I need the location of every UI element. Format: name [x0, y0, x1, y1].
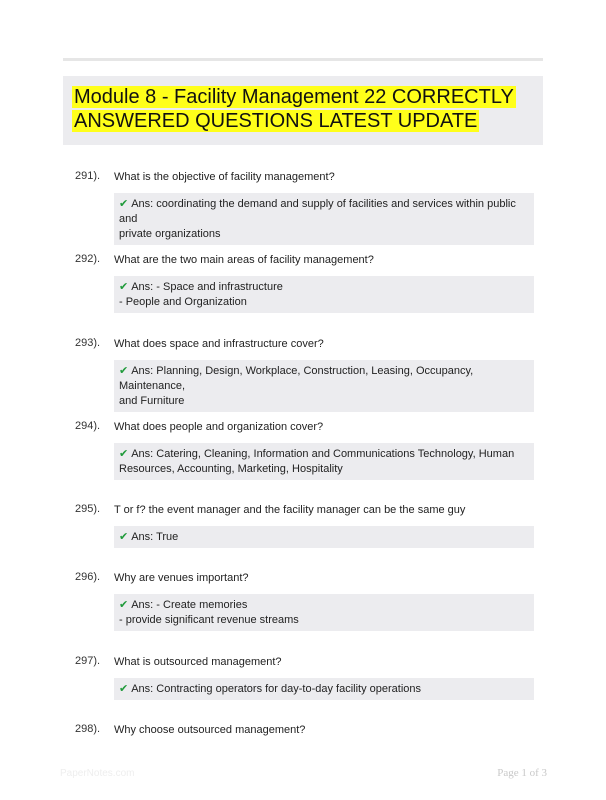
title-banner: [63, 76, 543, 145]
answer-line: private organizations: [119, 228, 221, 240]
title-line-2: ANSWERED QUESTIONS LATEST UPDATE: [74, 110, 478, 132]
answer-box: [114, 443, 534, 480]
check-icon: ✔: [119, 447, 129, 460]
answer-line: ✔ Ans: Contracting operators for day-to-day facility operations: [119, 682, 422, 695]
question-text: T or f? the event manager and the facility manager can be the same guy: [114, 504, 466, 516]
check-icon: ✔: [119, 364, 129, 377]
check-icon: ✔: [119, 598, 129, 611]
answer-line: ✔ Ans: - Space and infrastructure: [119, 280, 283, 293]
answer-box: [114, 594, 534, 631]
answer-box: [114, 526, 534, 548]
question-number: 292).: [75, 253, 101, 265]
question-number: 293).: [75, 337, 101, 349]
question-text: Why are venues important?: [114, 572, 249, 584]
top-divider: [63, 58, 543, 61]
check-icon: ✔: [119, 280, 129, 293]
answer-line: ✔ Ans: Catering, Cleaning, Information and Communications Technology, Human: [119, 447, 515, 460]
question-text: Why choose outsourced management?: [114, 724, 306, 736]
question-number: 297).: [75, 655, 101, 667]
question-number: 296).: [75, 571, 101, 583]
answer-line: Resources, Accounting, Marketing, Hospitality: [119, 463, 343, 475]
answer-line: and Furniture: [119, 395, 185, 407]
answer-line: ✔ Ans: Planning, Design, Workplace, Construction, Leasing, Occupancy, Maintenance,: [119, 364, 477, 392]
footer-watermark: PaperNotes.com: [60, 768, 135, 779]
answer-box: [114, 678, 534, 700]
question-text: What is outsourced management?: [114, 656, 282, 668]
answer-line: - People and Organization: [119, 296, 247, 308]
check-icon: ✔: [119, 682, 129, 695]
answer-line: - provide significant revenue streams: [119, 614, 299, 626]
answer-box: [114, 360, 534, 412]
question-number: 298).: [75, 723, 101, 735]
check-icon: ✔: [119, 530, 129, 543]
answer-box: [114, 276, 534, 313]
document-title: [72, 85, 535, 133]
answer-line: ✔ Ans: True: [119, 530, 179, 543]
question-number: 294).: [75, 420, 101, 432]
question-text: What does space and infrastructure cover?: [114, 338, 324, 350]
page-indicator: Page 1 of 3: [497, 767, 547, 779]
question-text: What is the objective of facility management?: [114, 171, 335, 183]
question-text: What does people and organization cover?: [114, 421, 324, 433]
question-number: 291).: [75, 170, 101, 182]
title-line-1: Module 8 - Facility Management 22 CORRECTLY: [74, 86, 514, 108]
answer-box: [114, 193, 534, 245]
question-number: 295).: [75, 503, 101, 515]
answer-line: ✔ Ans: coordinating the demand and supply of facilities and services within public and: [119, 197, 519, 225]
check-icon: ✔: [119, 197, 129, 210]
answer-line: ✔ Ans: - Create memories: [119, 598, 248, 611]
question-text: What are the two main areas of facility management?: [114, 254, 374, 266]
